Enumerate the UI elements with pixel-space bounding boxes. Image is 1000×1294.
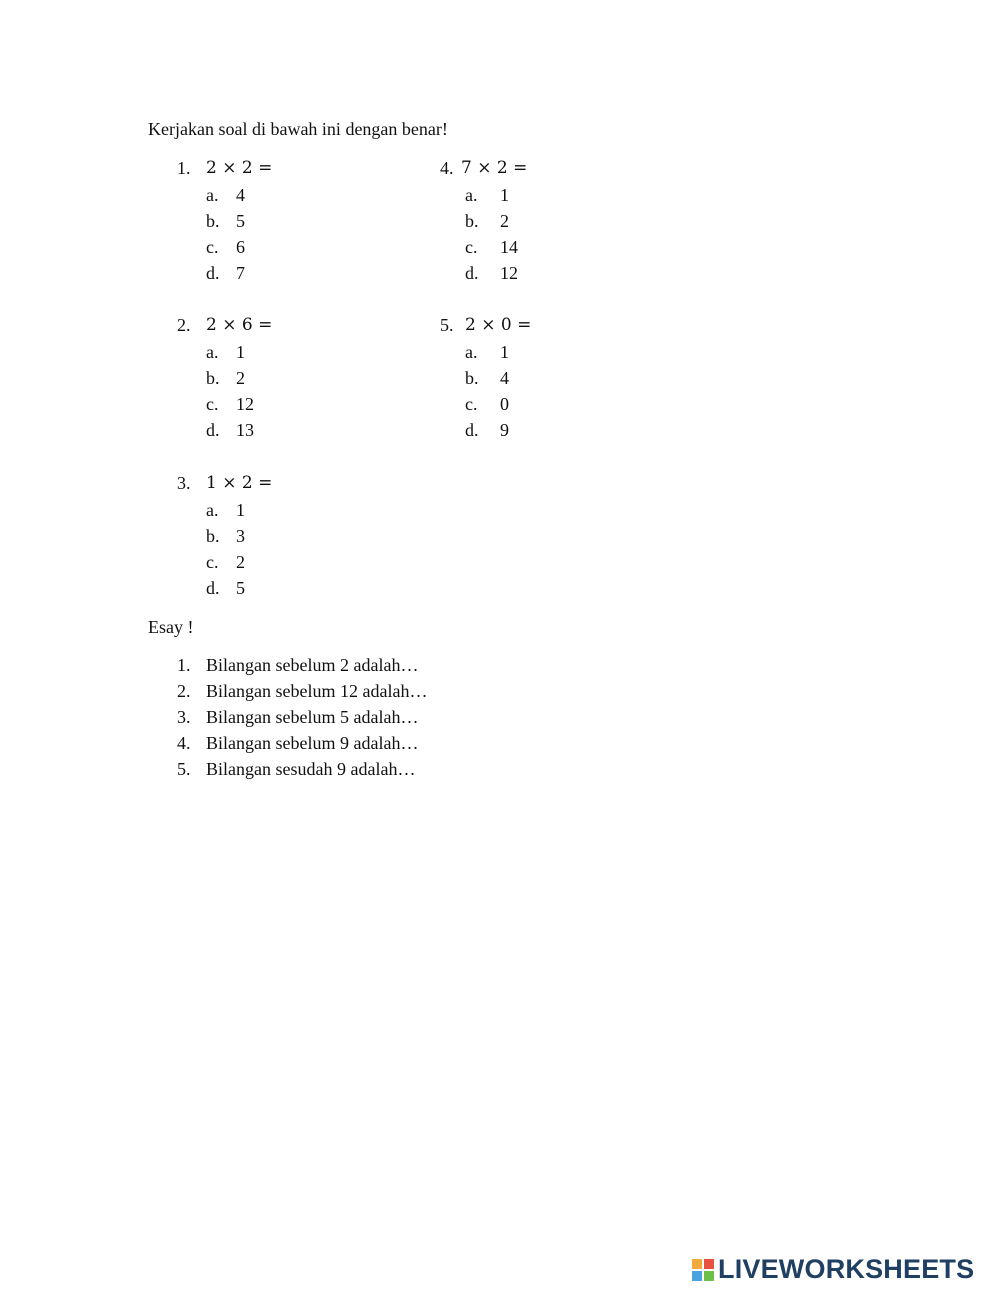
option-value: 4 (236, 185, 245, 205)
option-letter: d. (465, 263, 479, 283)
question-number: 4. (440, 158, 454, 178)
option-letter: a. (465, 185, 478, 205)
question-expression: 7 × 2 = (461, 158, 528, 178)
option-value: 2 (500, 211, 509, 231)
essay-item-text: Bilangan sebelum 12 adalah… (206, 681, 428, 701)
option-letter: a. (465, 342, 478, 362)
option-letter: c. (206, 394, 219, 414)
option-value: 4 (500, 368, 509, 388)
option-value: 12 (500, 263, 518, 283)
option-value: 2 (236, 552, 245, 572)
essay-item-text: Bilangan sebelum 9 adalah… (206, 733, 419, 753)
option-value: 14 (500, 237, 518, 257)
essay-item-number: 3. (177, 707, 191, 727)
essay-item-text: Bilangan sebelum 5 adalah… (206, 707, 419, 727)
option-letter: c. (465, 394, 478, 414)
question-number: 5. (440, 315, 454, 335)
option-value: 12 (236, 394, 254, 414)
question-number: 3. (177, 473, 191, 493)
liveworksheets-logo-icon (692, 1259, 714, 1281)
option-letter: d. (206, 578, 220, 598)
option-value: 5 (236, 211, 245, 231)
option-letter: d. (206, 420, 220, 440)
option-letter: a. (206, 500, 219, 520)
option-letter: c. (206, 552, 219, 572)
essay-item-text: Bilangan sebelum 2 adalah… (206, 655, 419, 675)
question-expression: 2 × 0 = (465, 315, 532, 335)
option-letter: b. (206, 368, 220, 388)
logo-text: LIVEWORKSHEETS (718, 1254, 975, 1284)
option-letter: d. (465, 420, 479, 440)
essay-item-number: 5. (177, 759, 191, 779)
option-value: 3 (236, 526, 245, 546)
question-expression: 2 × 6 = (206, 315, 273, 335)
option-value: 5 (236, 578, 245, 598)
option-letter: c. (206, 237, 219, 257)
essay-item-number: 4. (177, 733, 191, 753)
essay-item-number: 2. (177, 681, 191, 701)
option-value: 0 (500, 394, 509, 414)
option-value: 1 (500, 342, 509, 362)
option-value: 13 (236, 420, 254, 440)
option-value: 1 (500, 185, 509, 205)
option-letter: d. (206, 263, 220, 283)
option-value: 6 (236, 237, 245, 257)
option-letter: a. (206, 342, 219, 362)
essay-title: Esay ! (148, 617, 194, 637)
option-value: 1 (236, 500, 245, 520)
option-value: 9 (500, 420, 509, 440)
question-number: 1. (177, 158, 191, 178)
question-number: 2. (177, 315, 191, 335)
essay-item-text: Bilangan sesudah 9 adalah… (206, 759, 416, 779)
option-letter: b. (206, 211, 220, 231)
essay-item-number: 1. (177, 655, 191, 675)
option-letter: a. (206, 185, 219, 205)
question-expression: 1 × 2 = (206, 473, 273, 493)
option-value: 7 (236, 263, 245, 283)
option-value: 2 (236, 368, 245, 388)
option-letter: b. (465, 211, 479, 231)
option-value: 1 (236, 342, 245, 362)
option-letter: c. (465, 237, 478, 257)
option-letter: b. (465, 368, 479, 388)
instruction-text: Kerjakan soal di bawah ini dengan benar! (148, 119, 448, 139)
liveworksheets-logo (692, 1254, 992, 1284)
option-letter: b. (206, 526, 220, 546)
question-expression: 2 × 2 = (206, 158, 273, 178)
